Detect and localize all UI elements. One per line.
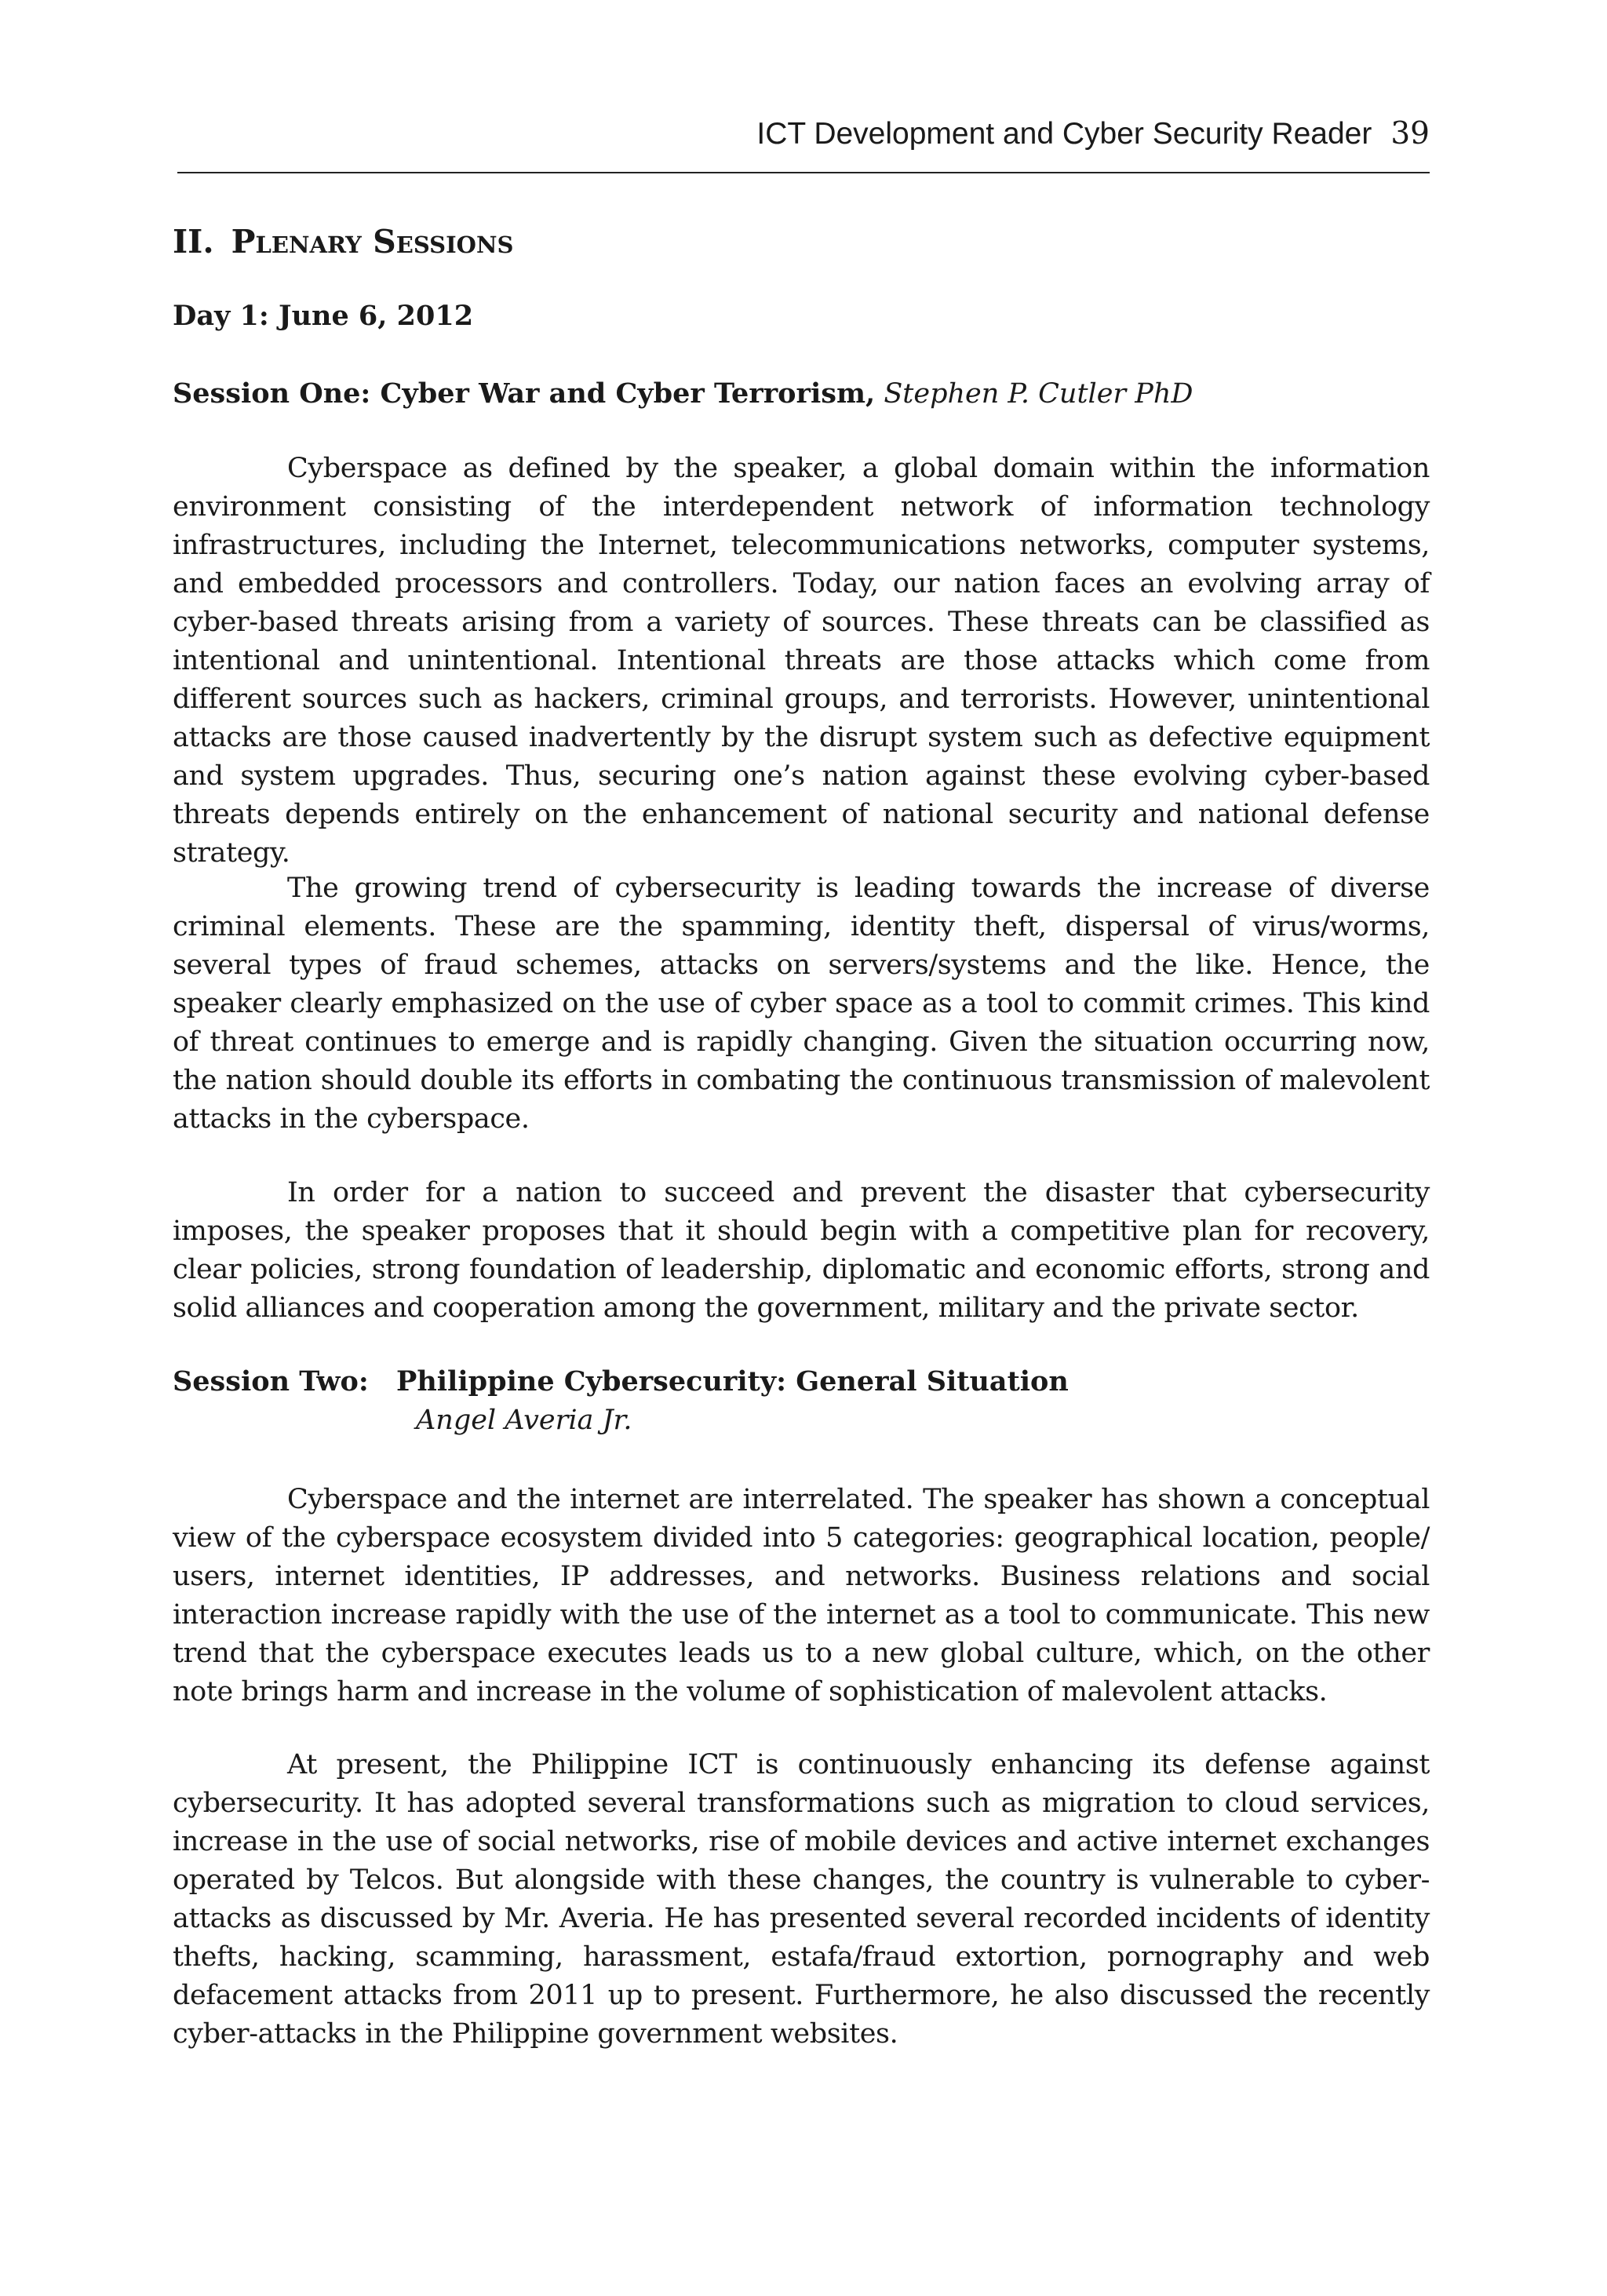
day-heading: Day 1: June 6, 2012 <box>173 300 474 332</box>
session-two-title: Philippine Cybersecurity: General Situation <box>396 1365 1069 1398</box>
page-number: 39 <box>1390 116 1430 151</box>
session-two-speaker: Angel Averia Jr. <box>416 1405 632 1436</box>
running-title: ICT Development and Cyber Security Reader <box>756 117 1372 151</box>
session-one-paragraph-2: The growing trend of cybersecurity is leading towards the increase of diverse criminal elements. These are the spamming, identity theft, dispersal of virus/worms, several types of fraud schemes, attacks on servers/systems and the like. Hence, the speaker clearly emphasized on the use of cyber space as a tool to commit crimes. This kind of threat continues to emerge and is rapidly changing. Given the situation occurring now, the nation should double its efforts in combating the continuous transmission of malevolent attacks in the cyberspace. <box>173 873 1430 1135</box>
session-two-paragraph-1: Cyberspace and the internet are interrelated. The speaker has shown a conceptual view of the cyberspace ecosystem divided into 5 categories: geographical location, people/ users, internet identities, IP addresses, and networks. Business relations and social interaction increase rapidly with the use of the internet as a tool to communicate. This new trend that the cyberspace executes leads us to a new global culture, which, on the other note brings harm and increase in the volume of sophistication of malevolent attacks. <box>173 1484 1430 1707</box>
section-number: II. <box>173 223 214 261</box>
session-one-paragraph-1: Cyberspace as defined by the speaker, a global domain within the information environment consisting of the interdependent network of information technology infrastructures, including the Internet, telecommunications networks, computer systems, and embedded processors and controllers. Today, our nation faces an evolving array of cyber-based threats arising from a variety of sources. These threats can be classified as intentional and unintentional. Intentional threats are those attacks which come from different sources such as hackers, criminal groups, and terrorists. However, unintentional attacks are those caused inadvertently by the disrupt system such as defective equipment and system upgrades. Thus, securing one’s nation against these evolving cyber-based threats depends entirely on the enhancement of national security and national defense strategy. <box>173 453 1430 869</box>
section-heading <box>173 223 513 261</box>
session-two-paragraph-2: At present, the Philippine ICT is continuously enhancing its defense against cybersecurity. It has adopted several transformations such as migration to cloud services, increase in the use of social networks, rise of mobile devices and active internet exchanges operated by Telcos. But alongside with these changes, the country is vulnerable to cyber-attacks as discussed by Mr. Averia. He has presented several recorded incidents of identity thefts, hacking, scamming, harassment, estafa/fraud extortion, pornography and web defacement attacks from 2011 up to present. Furthermore, he also discussed the recently cyber-attacks in the Philippine government websites. <box>173 1749 1430 2050</box>
session-two-heading <box>173 1365 1069 1398</box>
session-one-speaker: Stephen P. Cutler PhD <box>884 378 1193 410</box>
session-two-label: Session Two: <box>173 1365 369 1398</box>
running-header <box>173 116 1430 151</box>
session-one-heading <box>173 377 1193 410</box>
session-one-paragraph-3: In order for a nation to succeed and prevent the disaster that cybersecurity imposes, the speaker proposes that it should begin with a competitive plan for recovery, clear policies, strong foundation of leadership, diplomatic and economic efforts, strong and solid alliances and cooperation among the government, military and the private sector. <box>173 1177 1430 1324</box>
header-rule <box>177 172 1430 173</box>
section-title: Plenary Sessions <box>231 223 514 261</box>
session-one-label: Session One: Cyber War and Cyber Terrorism, <box>173 377 876 410</box>
